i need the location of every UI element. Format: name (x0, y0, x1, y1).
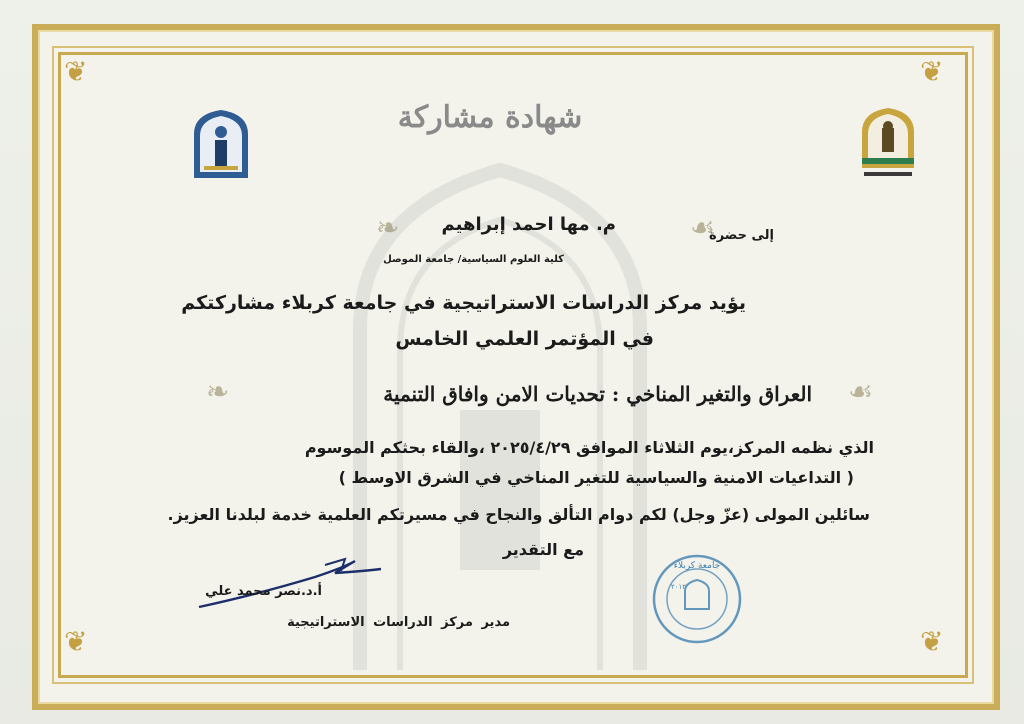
signer-name: أ.د.نصر محمد علي (205, 584, 322, 599)
center-emblem-icon (858, 106, 918, 182)
ornament-icon: ☙ (690, 211, 716, 244)
ornament-icon: ☙ (848, 375, 874, 408)
recipient-affiliation: كلية العلوم السياسية/ جامعة الموصل (383, 254, 564, 265)
recipient-name: م. مها احمد إبراهيم (441, 214, 616, 235)
corner-ornament-icon: ❦ (920, 625, 944, 658)
body-line-1: الذي نظمه المركز،يوم الثلاثاء الموافق ٢٠٢٥/٤/٢٩ ،والقاء بحثكم الموسوم (304, 438, 874, 457)
body-line-3: سائلين المولى (عزّ وجل) لكم دوام التألق والنجاح في مسيرتكم العلمية خدمة لبلدنا العزيز. (167, 505, 870, 524)
stamp-text: جامعة كربلاء (673, 561, 721, 571)
body-line-2: ( التداعيات الامنية والسياسية للتغير المناخي في الشرق الاوسط ) (338, 468, 854, 487)
conference-title: العراق والتغير المناخي : تحديات الامن وافاق التنمية (383, 382, 812, 406)
ornament-icon: ❧ (376, 211, 400, 244)
corner-ornament-icon: ❦ (920, 55, 944, 88)
closing-text: مع التقدير (502, 540, 584, 559)
official-stamp-icon (651, 553, 743, 645)
university-emblem-icon (190, 108, 252, 180)
corner-ornament-icon: ❦ (64, 55, 88, 88)
ornament-icon: ❧ (206, 375, 230, 408)
certificate-title: شهادة مشاركة (397, 100, 583, 135)
recipient-prefix: إلى حضرة (709, 228, 774, 243)
statement-line-2: في المؤتمر العلمي الخامس (395, 328, 654, 350)
statement-line-1: يؤيد مركز الدراسات الاستراتيجية في جامعة كربلاء مشاركتكم (181, 292, 746, 314)
stamp-year: ٢٠١٢ (671, 583, 687, 591)
corner-ornament-icon: ❦ (64, 625, 88, 658)
signer-position: مدير مركز الدراسات الاستراتيجية (287, 615, 510, 630)
